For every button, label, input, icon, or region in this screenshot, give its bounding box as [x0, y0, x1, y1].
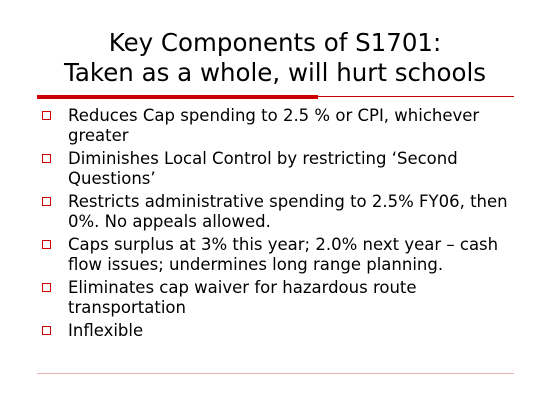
list-item: [40, 149, 520, 188]
list-item: [40, 235, 520, 274]
title-line-1: Key Components of S1701:: [108, 28, 442, 57]
bullet-text: Caps surplus at 3% this year; 2.0% next year – cash flow issues; undermines long range planning.: [68, 235, 499, 274]
hollow-square-icon: [42, 154, 51, 163]
hollow-square-icon: [42, 240, 51, 249]
title-underline-thick: [37, 95, 318, 99]
title-line-2: Taken as a whole, will hurt schools: [63, 58, 487, 87]
bullet-text: Reduces Cap spending to 2.5 % or CPI, whichever greater: [68, 106, 480, 145]
hollow-square-icon: [42, 111, 51, 120]
hollow-square-icon: [42, 326, 51, 335]
bullet-text: Restricts administrative spending to 2.5% FY06, then 0%. No appeals allowed.: [68, 192, 508, 231]
bullet-text: Eliminates cap waiver for hazardous route transportation: [68, 278, 417, 317]
list-item: [40, 278, 520, 317]
bullet-list: [40, 106, 520, 345]
hollow-square-icon: [42, 283, 51, 292]
list-item: [40, 106, 520, 145]
footer-divider: [37, 373, 514, 374]
list-item: [40, 192, 520, 231]
title-underline-thin: [318, 96, 514, 97]
bullet-text: Diminishes Local Control by restricting ‘Second Questions’: [68, 149, 458, 188]
list-item: [40, 321, 520, 341]
slide-title: [20, 28, 530, 88]
hollow-square-icon: [42, 197, 51, 206]
bullet-text: Inflexible: [68, 321, 144, 340]
